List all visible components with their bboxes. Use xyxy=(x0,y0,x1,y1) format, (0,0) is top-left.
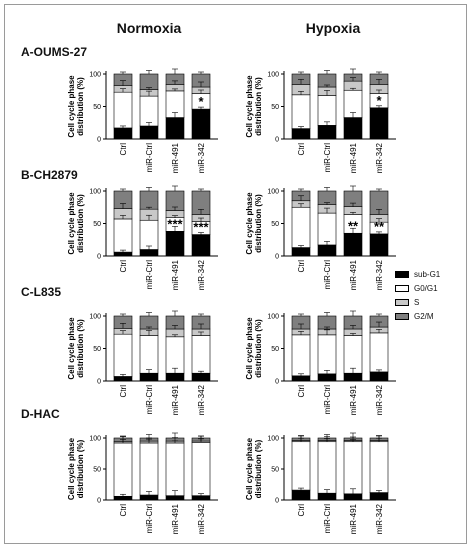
bar-segment xyxy=(140,495,158,500)
bar-segment xyxy=(140,443,158,495)
bar-segment xyxy=(318,125,336,139)
y-axis-label: Cell cycle phasedistribution (%) xyxy=(245,437,263,501)
category-label: miR-342 xyxy=(197,385,206,416)
bar-segment xyxy=(114,92,132,128)
category-label: miR-342 xyxy=(375,260,384,291)
bar-segment xyxy=(344,336,362,374)
panel-label-d: D-HAC xyxy=(21,407,60,421)
significance-marker: * xyxy=(376,92,382,108)
y-tick-label: 0 xyxy=(275,253,279,261)
bar-segment xyxy=(344,118,362,139)
bar-segment xyxy=(370,493,388,500)
category-label: Ctrl xyxy=(297,143,306,156)
bar-segment xyxy=(292,248,310,256)
legend-item-g0g1 xyxy=(395,281,440,295)
y-tick-label: 50 xyxy=(271,346,279,353)
y-tick-label: 0 xyxy=(97,136,101,144)
bar-segment xyxy=(292,442,310,490)
bar-segment xyxy=(140,250,158,257)
panel-label-a: A-OUMS-27 xyxy=(21,45,88,59)
bar-segment xyxy=(292,95,310,129)
category-label: miR-491 xyxy=(171,260,180,291)
bar-segment xyxy=(192,336,210,374)
category-label: miR-491 xyxy=(171,143,180,174)
bar-segment xyxy=(166,231,184,256)
legend-label-subg1: sub-G1 xyxy=(414,269,441,279)
bar-segment xyxy=(292,335,310,376)
category-label: miR-491 xyxy=(349,504,358,535)
legend-swatch-g2m xyxy=(395,313,409,320)
y-tick-label: 50 xyxy=(93,466,101,474)
bar-segment xyxy=(166,118,184,139)
category-label: miR-491 xyxy=(349,260,358,291)
bar-segment xyxy=(292,129,310,139)
bar-segment xyxy=(140,220,158,249)
y-tick-label: 0 xyxy=(97,497,101,505)
bar-segment xyxy=(318,335,336,374)
category-label: miR-Ctrl xyxy=(145,385,154,415)
column-title-hypoxia: Hypoxia xyxy=(305,20,361,36)
legend xyxy=(395,267,440,323)
bar-segment xyxy=(192,373,210,381)
category-label: Ctrl xyxy=(119,504,128,517)
y-tick-label: 0 xyxy=(275,497,279,505)
bar-segment xyxy=(318,442,336,493)
bar-segment xyxy=(166,496,184,500)
y-tick-label: 100 xyxy=(267,435,279,443)
bar-segment xyxy=(292,490,310,500)
legend-swatch-subg1 xyxy=(395,271,409,278)
bar-segment xyxy=(114,443,132,496)
category-label: Ctrl xyxy=(297,385,306,398)
category-label: miR-Ctrl xyxy=(145,504,154,534)
category-label: miR-342 xyxy=(375,504,384,535)
bar-segment xyxy=(192,442,210,495)
y-tick-label: 0 xyxy=(275,378,279,386)
bar-segment xyxy=(318,493,336,500)
bar-segment xyxy=(114,334,132,376)
bar-segment xyxy=(114,496,132,500)
category-label: Ctrl xyxy=(119,143,128,156)
y-tick-label: 100 xyxy=(89,313,101,321)
y-tick-label: 50 xyxy=(93,104,101,111)
category-label: miR-Ctrl xyxy=(145,260,154,290)
category-label: miR-Ctrl xyxy=(145,143,154,173)
legend-swatch-s xyxy=(395,299,409,306)
category-label: miR-491 xyxy=(349,143,358,174)
y-tick-label: 100 xyxy=(267,71,279,79)
y-tick-label: 100 xyxy=(89,71,101,79)
bar-segment xyxy=(318,374,336,381)
y-tick-label: 50 xyxy=(271,221,279,228)
significance-marker: *** xyxy=(193,219,209,235)
y-axis-label: Cell cycle phasedistribution (%) xyxy=(67,437,85,501)
bar-segment xyxy=(140,96,158,126)
bar-segment xyxy=(114,219,132,252)
legend-item-s xyxy=(395,295,440,309)
category-label: miR-342 xyxy=(197,504,206,535)
significance-marker: * xyxy=(198,94,204,110)
legend-label-g0g1: G0/G1 xyxy=(414,283,438,293)
bar-segment xyxy=(192,235,210,256)
y-tick-label: 50 xyxy=(271,104,279,111)
legend-item-subg1 xyxy=(395,267,440,281)
category-label: miR-342 xyxy=(375,143,384,174)
category-label: miR-342 xyxy=(197,143,206,174)
y-tick-label: 100 xyxy=(267,188,279,196)
category-label: Ctrl xyxy=(119,260,128,273)
category-label: Ctrl xyxy=(119,385,128,398)
legend-swatch-g0g1 xyxy=(395,285,409,292)
legend-label-s: S xyxy=(414,297,420,307)
y-axis-label: Cell cycle phasedistribution (%) xyxy=(245,317,263,380)
category-label: miR-491 xyxy=(171,385,180,416)
category-label: miR-342 xyxy=(197,260,206,291)
y-axis-label: Cell cycle phasedistribution (%) xyxy=(245,192,263,255)
bar-segment xyxy=(140,126,158,139)
bar-segment xyxy=(166,337,184,373)
bar-segment xyxy=(114,128,132,139)
bar-segment xyxy=(370,234,388,256)
bar-segment xyxy=(166,373,184,381)
y-tick-label: 0 xyxy=(275,136,279,144)
bar-segment xyxy=(166,443,184,496)
category-label: miR-491 xyxy=(171,504,180,535)
y-tick-label: 100 xyxy=(89,435,101,443)
legend-item-g2m xyxy=(395,309,440,323)
bar-segment xyxy=(370,108,388,139)
category-label: Ctrl xyxy=(297,260,306,273)
bar-segment xyxy=(370,442,388,493)
category-label: miR-342 xyxy=(375,385,384,416)
category-label: miR-Ctrl xyxy=(323,504,332,534)
y-tick-label: 50 xyxy=(271,466,279,474)
category-label: Ctrl xyxy=(297,504,306,517)
bar-segment xyxy=(192,109,210,139)
category-label: miR-Ctrl xyxy=(323,385,332,415)
panel-label-c: C-L835 xyxy=(21,285,62,299)
bar-segment xyxy=(344,373,362,381)
significance-marker: ** xyxy=(347,218,359,234)
y-axis-label: Cell cycle phasedistribution (%) xyxy=(67,75,85,138)
y-axis-label: Cell cycle phasedistribution (%) xyxy=(67,317,85,380)
y-tick-label: 50 xyxy=(93,221,101,228)
category-label: miR-Ctrl xyxy=(323,143,332,173)
category-label: miR-491 xyxy=(349,385,358,416)
bar-segment xyxy=(370,333,388,372)
y-axis-label: Cell cycle phasedistribution (%) xyxy=(245,75,263,138)
y-tick-label: 100 xyxy=(89,188,101,196)
bar-segment xyxy=(292,207,310,247)
bar-segment xyxy=(140,74,158,90)
y-tick-label: 0 xyxy=(97,378,101,386)
significance-marker: *** xyxy=(167,216,183,232)
y-tick-label: 0 xyxy=(97,253,101,261)
legend-label-g2m: G2/M xyxy=(414,311,434,321)
bar-segment xyxy=(292,376,310,381)
bar-segment xyxy=(344,233,362,256)
bar-segment xyxy=(114,376,132,381)
panel-label-b: B-CH2879 xyxy=(21,168,78,182)
bar-segment xyxy=(318,245,336,256)
significance-marker: ** xyxy=(373,218,385,234)
bar-segment xyxy=(318,213,336,245)
bar-segment xyxy=(370,372,388,381)
category-label: miR-Ctrl xyxy=(323,260,332,290)
bar-segment xyxy=(140,191,158,209)
y-tick-label: 50 xyxy=(93,346,101,353)
bar-segment xyxy=(344,494,362,500)
column-title-normoxia: Normoxia xyxy=(116,20,182,36)
bar-segment xyxy=(114,252,132,256)
y-axis-label: Cell cycle phasedistribution (%) xyxy=(67,192,85,255)
bar-segment xyxy=(344,442,362,494)
y-tick-label: 100 xyxy=(267,313,279,321)
bar-segment xyxy=(140,373,158,381)
bar-segment xyxy=(318,95,336,125)
bar-segment xyxy=(140,336,158,374)
bar-segment xyxy=(192,496,210,500)
